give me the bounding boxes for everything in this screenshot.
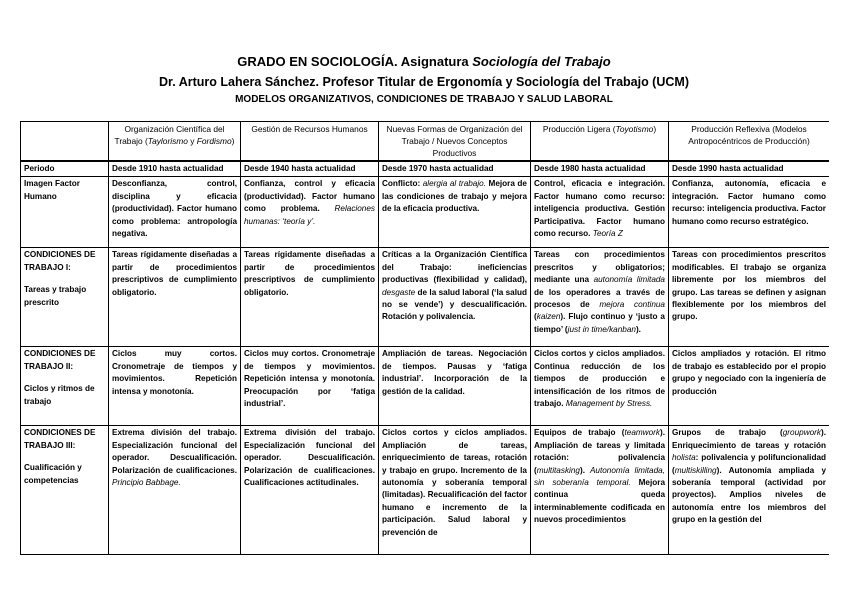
text-segment: ). (579, 465, 590, 475)
text-segment: Nuevas Formas de Organización del Trabajo / Nuevos Conceptos Productivos (386, 124, 523, 158)
text-segment: multitasking (536, 465, 580, 475)
column-header (241, 122, 379, 162)
text-segment: Relaciones humanas: ‘teoría y’. (244, 204, 375, 226)
text-segment: Desde 1910 hasta actualidad (112, 164, 224, 173)
table-cell (241, 177, 379, 248)
text-segment: Ciclos cortos y ciclos ampliados. Ampliación de tareas, enriquecimiento de tareas, rotación y trabajo en grupo. Incremento de la autonomía y soberanía temporal (limitadas). Recualificación del factor humano e incremento de la participación. Salud laboral y prevención de (382, 428, 527, 537)
row-label (21, 177, 109, 248)
text-segment: ). Autonomía ampliada y soberanía temporal (actividad por proyectos). Amplios niveles de autonomía entre los miembros del grupo en la gestión del (672, 465, 826, 525)
table-cell (109, 347, 241, 426)
table-cell (379, 426, 531, 555)
text-segment: Tareas con procedimientos prescritos y obligatorios; mediante una (534, 250, 665, 285)
table-cell (531, 161, 669, 177)
text-segment: Desconfianza, control, disciplina y eficacia (productividad). Factor humano como problema: antropología negativa. (112, 179, 237, 239)
course-title-prefix: GRADO EN SOCIOLOGÍA. Asignatura (237, 54, 473, 69)
row-label-subtitle: Cualificación y competencias (24, 463, 82, 485)
text-segment: Extrema división del trabajo. Especialización funcional del operador. Descualificación. Polarización de cualificaciones. (112, 428, 237, 475)
row-label-title: CONDICIONES DE TRABAJO I: (24, 250, 96, 272)
table-cell (241, 347, 379, 426)
text-segment: Grupos de trabajo ( (672, 428, 783, 438)
text-segment: Autonomía limitada, sin soberanía temporal. (534, 465, 665, 488)
text-segment: ). Flujo continuo y ‘justo a tiempo’ ( (534, 312, 665, 334)
table-row (21, 426, 830, 555)
text-segment: just in time/kanban (567, 324, 636, 334)
row-label-title: CONDICIONES DE TRABAJO III: (24, 428, 96, 450)
text-segment: Principio Babbage. (112, 478, 181, 488)
text-segment: Tareas con procedimientos prescritos modificables. El trabajo se organiza libremente por los miembros del grupo. Las tareas se definen y asignan flexiblemente por los miembros del grupo. (672, 250, 826, 322)
text-segment: Desde 1990 hasta actualidad (672, 164, 784, 173)
table-cell (531, 177, 669, 248)
table-cell (531, 248, 669, 347)
text-segment: kaizen (536, 312, 561, 322)
table-cell (669, 426, 830, 555)
table-cell (241, 161, 379, 177)
table-cell (241, 248, 379, 347)
row-label-subtitle: Ciclos y ritmos de trabajo (24, 384, 95, 406)
table-cell (379, 248, 531, 347)
text-segment: Management by Stress. (565, 399, 653, 409)
text-segment: Producción Ligera ( (542, 124, 616, 134)
table-cell (109, 177, 241, 248)
text-segment: Ciclos muy cortos. Cronometraje de tiempos y movimientos. Repetición intensa y monotonía. Preocupación por ‘fatiga industrial’. (244, 349, 375, 409)
text-segment: multiskilling (674, 465, 717, 475)
text-segment: Mejora de las condiciones de trabajo y mejora de la eficacia productiva. (382, 179, 527, 214)
text-segment: Desde 1970 hasta actualidad (382, 164, 494, 173)
text-segment: Críticas a la Organización Científica del Trabajo: ineficiencias productivas (flexibilidad y calidad), (382, 250, 527, 285)
text-segment: teamwork (624, 428, 660, 438)
row-label-title: CONDICIONES DE TRABAJO II: (24, 349, 96, 371)
text-segment: Control, eficacia e integración. Factor humano como recurso: inteligencia productiva. Gestión Participativa. Factor humano como recurso. (534, 179, 665, 239)
text-segment: Teoría Z (592, 229, 623, 239)
table-row (21, 347, 830, 426)
text-segment: ). (635, 324, 641, 334)
text-segment: Ciclos muy cortos. Cronometraje de tiempos y movimientos. Repetición intensa y monotonía. (112, 349, 237, 396)
table-cell (109, 426, 241, 555)
row-label (21, 248, 109, 347)
text-segment: de los operadores a través de procesos de (534, 287, 665, 310)
table-cell (531, 426, 669, 555)
text-segment: Fordismo (196, 136, 232, 146)
text-segment: Equipos de trabajo ( (534, 428, 625, 438)
comparison-table-container (20, 121, 829, 555)
text-segment: Desde 1940 hasta actualidad (244, 164, 356, 173)
row-label-title: Imagen Factor Humano (24, 179, 80, 201)
table-row (21, 177, 830, 248)
table-cell (379, 347, 531, 426)
text-segment: Producción Reflexiva (Modelos Antropocéntricos de Producción) (688, 124, 810, 146)
column-header (531, 122, 669, 162)
course-title (0, 52, 848, 72)
table-cell (109, 248, 241, 347)
column-header (109, 122, 241, 162)
text-segment: Mejora continua queda interminablemente codificada en nuevos procedimientos (534, 478, 666, 525)
row-label (21, 161, 109, 177)
column-header (669, 122, 830, 162)
table-cell (531, 347, 669, 426)
table-row (21, 161, 830, 177)
text-segment: Extrema división del trabajo. Especialización funcional del operador. Descualificación. Polarización de cualificaciones. Cualificaciones actitudinales. (244, 428, 375, 488)
text-segment: ( (534, 312, 537, 322)
text-segment: Desde 1980 hasta actualidad (534, 164, 646, 173)
text-segment: ). Enriquecimiento de tareas y rotación (672, 428, 826, 450)
table-cell (669, 177, 830, 248)
text-segment: ) (653, 124, 657, 134)
column-header (379, 122, 531, 162)
text-segment: y (187, 136, 197, 146)
row-label-subtitle: Tareas y trabajo prescrito (24, 285, 87, 307)
text-segment: Organización Científica del Trabajo ( (114, 124, 225, 146)
text-segment: alergia al trabajo. (422, 179, 487, 189)
header-row (21, 122, 830, 162)
table-cell (669, 161, 830, 177)
text-segment: Toyotismo (615, 124, 654, 134)
table-cell (379, 161, 531, 177)
text-segment: ) (231, 136, 235, 146)
table-cell (669, 248, 830, 347)
row-label (21, 426, 109, 555)
text-segment: autonomía limitada (593, 275, 665, 285)
table-cell (669, 347, 830, 426)
document-subtitle: MODELOS ORGANIZATIVOS, CONDICIONES DE TRABAJO Y SALUD LABORAL (235, 94, 613, 105)
corner-cell (21, 122, 109, 162)
row-label-title: Periodo (24, 164, 55, 173)
document-header (0, 52, 848, 108)
course-subject: Sociología del Trabajo (472, 54, 611, 69)
text-segment: Conflicto: (382, 179, 423, 189)
author-line: Dr. Arturo Lahera Sánchez. Profesor Titular de Ergonomía y Sociología del Trabajo (UCM) (159, 75, 689, 89)
text-segment: desgaste (382, 287, 416, 297)
text-segment: Ampliación de tareas. Negociación de tiempos. Pausas y ‘fatiga industrial’. Incorporación de la gestión de la calidad. (382, 349, 527, 396)
text-segment: Tareas rígidamente diseñadas a partir de procedimientos prescriptivos de cumplimiento obligatorio. (112, 250, 237, 297)
text-segment: ). Ampliación de tareas y limitada rotación: polivalencia ( (534, 428, 665, 475)
text-segment: Tareas rígidamente diseñadas a partir de procedimientos prescriptivos de cumplimiento obligatorio. (244, 250, 375, 297)
text-segment: Confianza, control y eficacia (productividad). Factor humano como problema. (244, 179, 375, 214)
text-segment: de la salud laboral (‘la salud no se vende’) y descualificación. Rotación y polivalencia. (382, 287, 527, 322)
table-row (21, 248, 830, 347)
text-segment: Taylorismo (147, 136, 188, 146)
text-segment: Confianza, autonomía, eficacia e integración. Factor humano como recurso: inteligencia productiva. Factor humano como recurso estratégico. (672, 179, 826, 226)
text-segment: holista (672, 453, 696, 463)
text-segment: mejora continua (599, 300, 665, 310)
row-label (21, 347, 109, 426)
text-segment: Ciclos ampliados y rotación. El ritmo de trabajo es establecido por el propio grupo y negociado con la ingeniería de producción (672, 349, 826, 396)
text-segment: : polivalencia y polifuncionalidad ( (672, 453, 826, 475)
comparison-table (20, 121, 829, 555)
text-segment: Ciclos cortos y ciclos ampliados. Continua reducción de los tiempos de producción e intensificación de los ritmos de trabajo. (534, 349, 665, 409)
table-cell (109, 161, 241, 177)
table-cell (241, 426, 379, 555)
text-segment: groupwork (782, 428, 821, 438)
text-segment: Gestión de Recursos Humanos (251, 124, 368, 134)
table-cell (379, 177, 531, 248)
